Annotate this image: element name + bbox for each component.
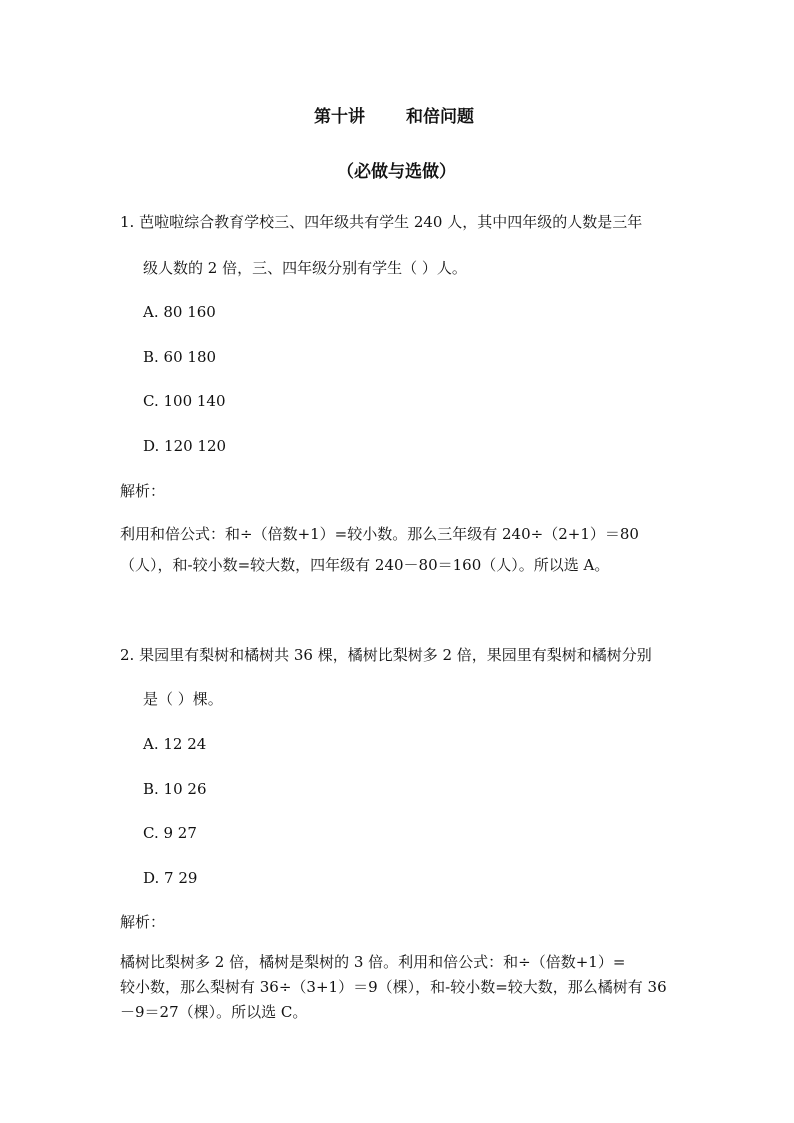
question-text: 2. 果园里有梨树和橘树共 36 棵，橘树比梨树多 2 倍，果园里有梨树和橘树分别 [120,646,652,664]
analysis-line: 利用和倍公式：和÷（倍数+1）=较小数。那么三年级有 240÷（2+1）＝80 [120,525,639,543]
analysis-label: 解析： [120,482,166,500]
lecture-number: 第十讲 [314,107,365,127]
question-text-cont: 是（ ）棵。 [143,690,223,708]
question-text-cont: 级人数的 2 倍，三、四年级分别有学生（ ）人。 [143,259,467,277]
option-d: D. 7 29 [143,869,198,887]
option-c: C. 100 140 [143,392,226,410]
option-d: D. 120 120 [143,437,227,455]
option-a: A. 12 24 [143,735,207,753]
analysis-line: －9＝27（棵）。所以选 C。 [120,1003,308,1021]
option-c: C. 9 27 [143,824,197,842]
analysis-label: 解析： [120,913,166,931]
option-a: A. 80 160 [143,303,216,321]
lecture-topic: 和倍问题 [406,107,474,127]
option-b: B. 60 180 [143,348,217,366]
analysis-line: 较小数，那么梨树有 36÷（3+1）＝9（棵），和-较小数=较大数，那么橘树有 36 [120,978,667,996]
option-b: B. 10 26 [143,780,207,798]
analysis-line: 橘树比梨树多 2 倍，橘树是梨树的 3 倍。利用和倍公式：和÷（倍数+1）= [120,953,626,971]
analysis-line: （人），和-较小数=较大数，四年级有 240－80＝160（人）。所以选 A。 [120,556,610,574]
subtitle: （必做与选做） [337,162,456,182]
question-text: 1. 芭啦啦综合教育学校三、四年级共有学生 240 人，其中四年级的人数是三年 [120,213,643,231]
